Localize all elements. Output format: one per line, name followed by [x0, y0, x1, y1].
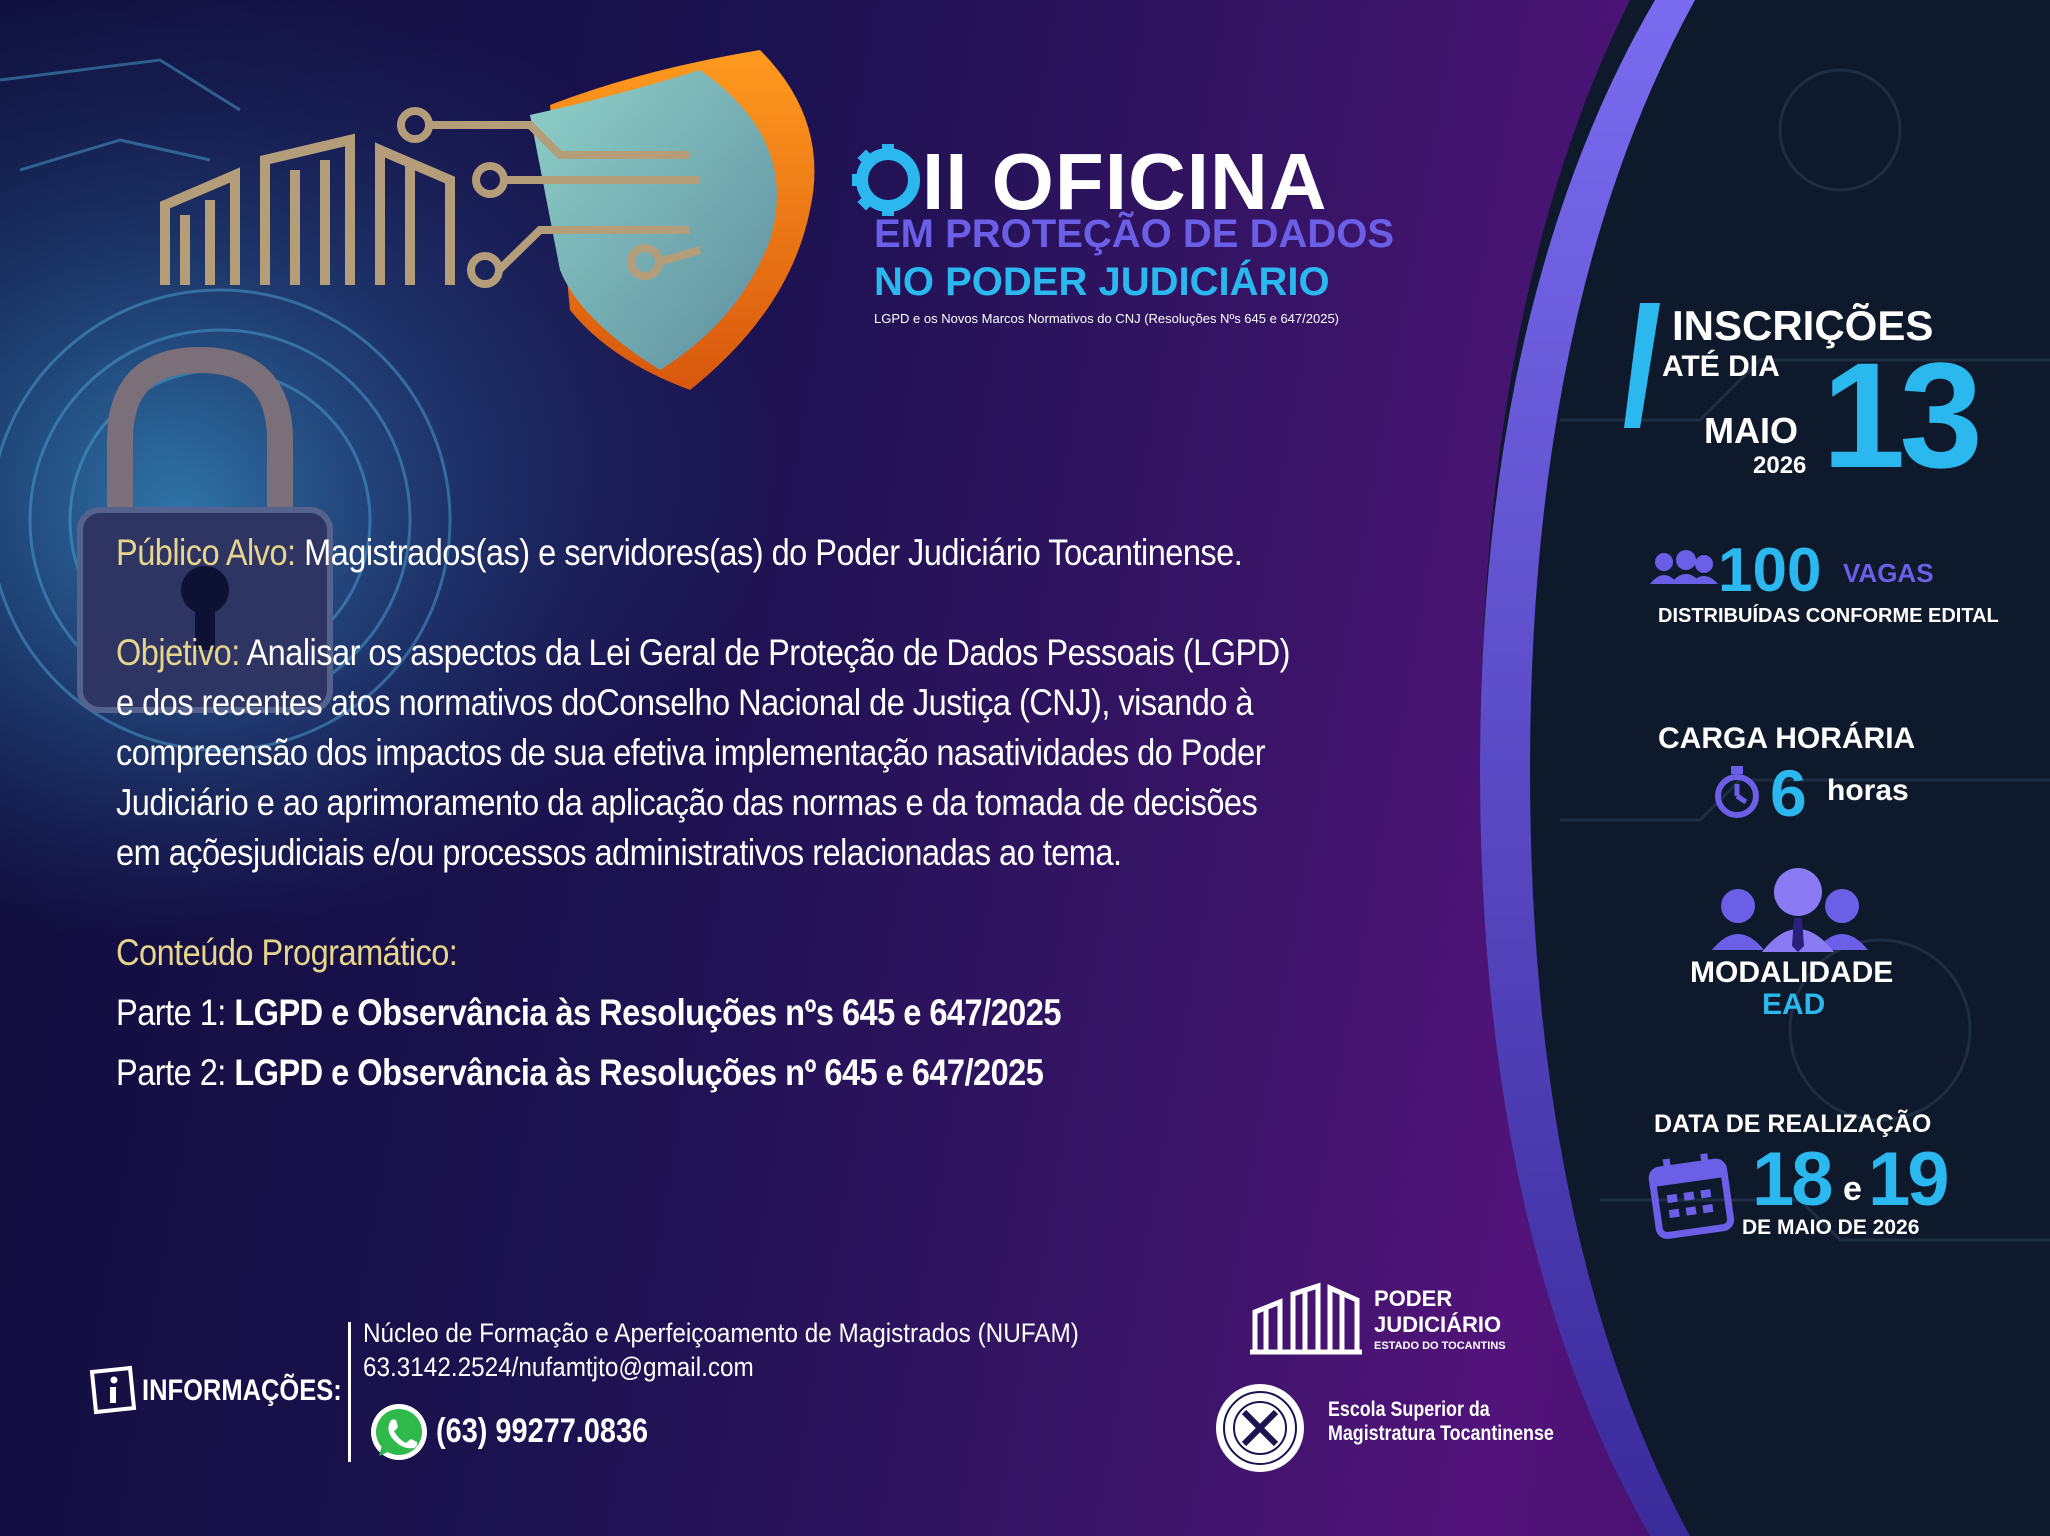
- pj-line2: JUDICIÁRIO: [1374, 1312, 1502, 1337]
- conteudo-label: Conteúdo Programático:: [116, 932, 458, 973]
- footer-divider: [348, 1322, 351, 1462]
- publico-text: Magistrados(as) e servidores(as) do Poder Judiciário Tocantinense.: [295, 532, 1243, 573]
- vagas-sub: DISTRIBUÍDAS CONFORME EDITAL: [1658, 605, 1999, 627]
- pj-line1: PODER: [1374, 1286, 1453, 1311]
- parte-1: [116, 988, 1061, 1038]
- carga-horaria-number: 6: [1770, 756, 1807, 830]
- parte-2: [116, 1048, 1043, 1098]
- esmat-seal-icon: [1216, 1384, 1304, 1472]
- parte2-label: Parte 2:: [116, 1052, 235, 1093]
- carga-horaria-unit: horas: [1827, 774, 1909, 807]
- conteudo-programatico: [116, 928, 457, 978]
- esmat-line2: Magistratura Tocantinense: [1328, 1422, 1554, 1445]
- objetivo-line: em açõesjudiciais e/ou processos administrativos relacionadas ao tema.: [116, 832, 1122, 873]
- inscricoes-month: MAIO: [1704, 410, 1798, 451]
- ate-dia-label: ATÉ DIA: [1662, 350, 1780, 383]
- data-day-1: 18: [1752, 1137, 1831, 1222]
- info-icon: [92, 1368, 134, 1412]
- event-subtitle-line1: EM PROTEÇÃO DE DADOS: [874, 212, 1395, 256]
- publico-label: Público Alvo:: [116, 532, 296, 573]
- objetivo-line: Judiciário e ao aprimoramento da aplicação das normas e da tomada de decisões: [116, 782, 1258, 823]
- objetivo-line: compreensão dos impactos de sua efetiva implementação nasatividades do Poder: [116, 732, 1266, 773]
- nucleo-text: Núcleo de Formação e Aperfeiçoamento de Magistrados (NUFAM): [363, 1318, 1079, 1348]
- event-subtitle-line2: NO PODER JUDICIÁRIO: [874, 260, 1330, 304]
- vagas-label: VAGAS: [1843, 558, 1934, 588]
- objetivo: [116, 628, 1290, 878]
- data-realizacao-label: DATA DE REALIZAÇÃO: [1654, 1110, 1932, 1138]
- modalidade-label: MODALIDADE: [1690, 956, 1894, 989]
- objetivo-line: e dos recentes atos normativos doConselho Nacional de Justiça (CNJ), visando à: [116, 682, 1254, 723]
- event-title: II OFICINA: [922, 137, 1328, 226]
- contact-text: 63.3142.2524/nufamtjto@gmail.com: [363, 1352, 754, 1382]
- inscricoes-label: INSCRIÇÕES: [1672, 302, 1934, 349]
- data-sub: DE MAIO DE 2026: [1742, 1216, 1920, 1239]
- info-label: INFORMAÇÕES:: [142, 1374, 342, 1407]
- whatsapp-icon: [371, 1404, 427, 1460]
- data-connector: e: [1843, 1170, 1862, 1208]
- parte1-label: Parte 1:: [116, 992, 235, 1033]
- esmat-line1: Escola Superior da: [1328, 1398, 1490, 1421]
- gear-icon: [852, 144, 914, 216]
- publico-alvo: [116, 528, 1242, 578]
- vagas-number: 100: [1718, 536, 1822, 605]
- pj-line3: ESTADO DO TOCANTINS: [1374, 1340, 1506, 1352]
- modalidade-value: EAD: [1762, 988, 1826, 1021]
- poder-judiciario-logo-icon: [1250, 1286, 1362, 1352]
- event-tagline: LGPD e os Novos Marcos Normativos do CNJ (Resoluções Nºs 645 e 647/2025): [874, 311, 1340, 326]
- inscricoes-year: 2026: [1753, 452, 1807, 479]
- objetivo-line: Analisar os aspectos da Lei Geral de Proteção de Dados Pessoais (LGPD): [239, 632, 1290, 673]
- parte2-text: LGPD e Observância às Resoluções nº 645 e 647/2025: [234, 1052, 1044, 1093]
- objetivo-label: Objetivo:: [116, 632, 240, 673]
- inscricoes-day: 13: [1822, 331, 1977, 499]
- parte1-text: LGPD e Observância às Resoluções nºs 645 e 647/2025: [234, 992, 1061, 1033]
- carga-horaria-label: CARGA HORÁRIA: [1658, 722, 1916, 755]
- whatsapp-number: (63) 99277.0836: [436, 1412, 649, 1450]
- data-day-2: 19: [1868, 1137, 1947, 1222]
